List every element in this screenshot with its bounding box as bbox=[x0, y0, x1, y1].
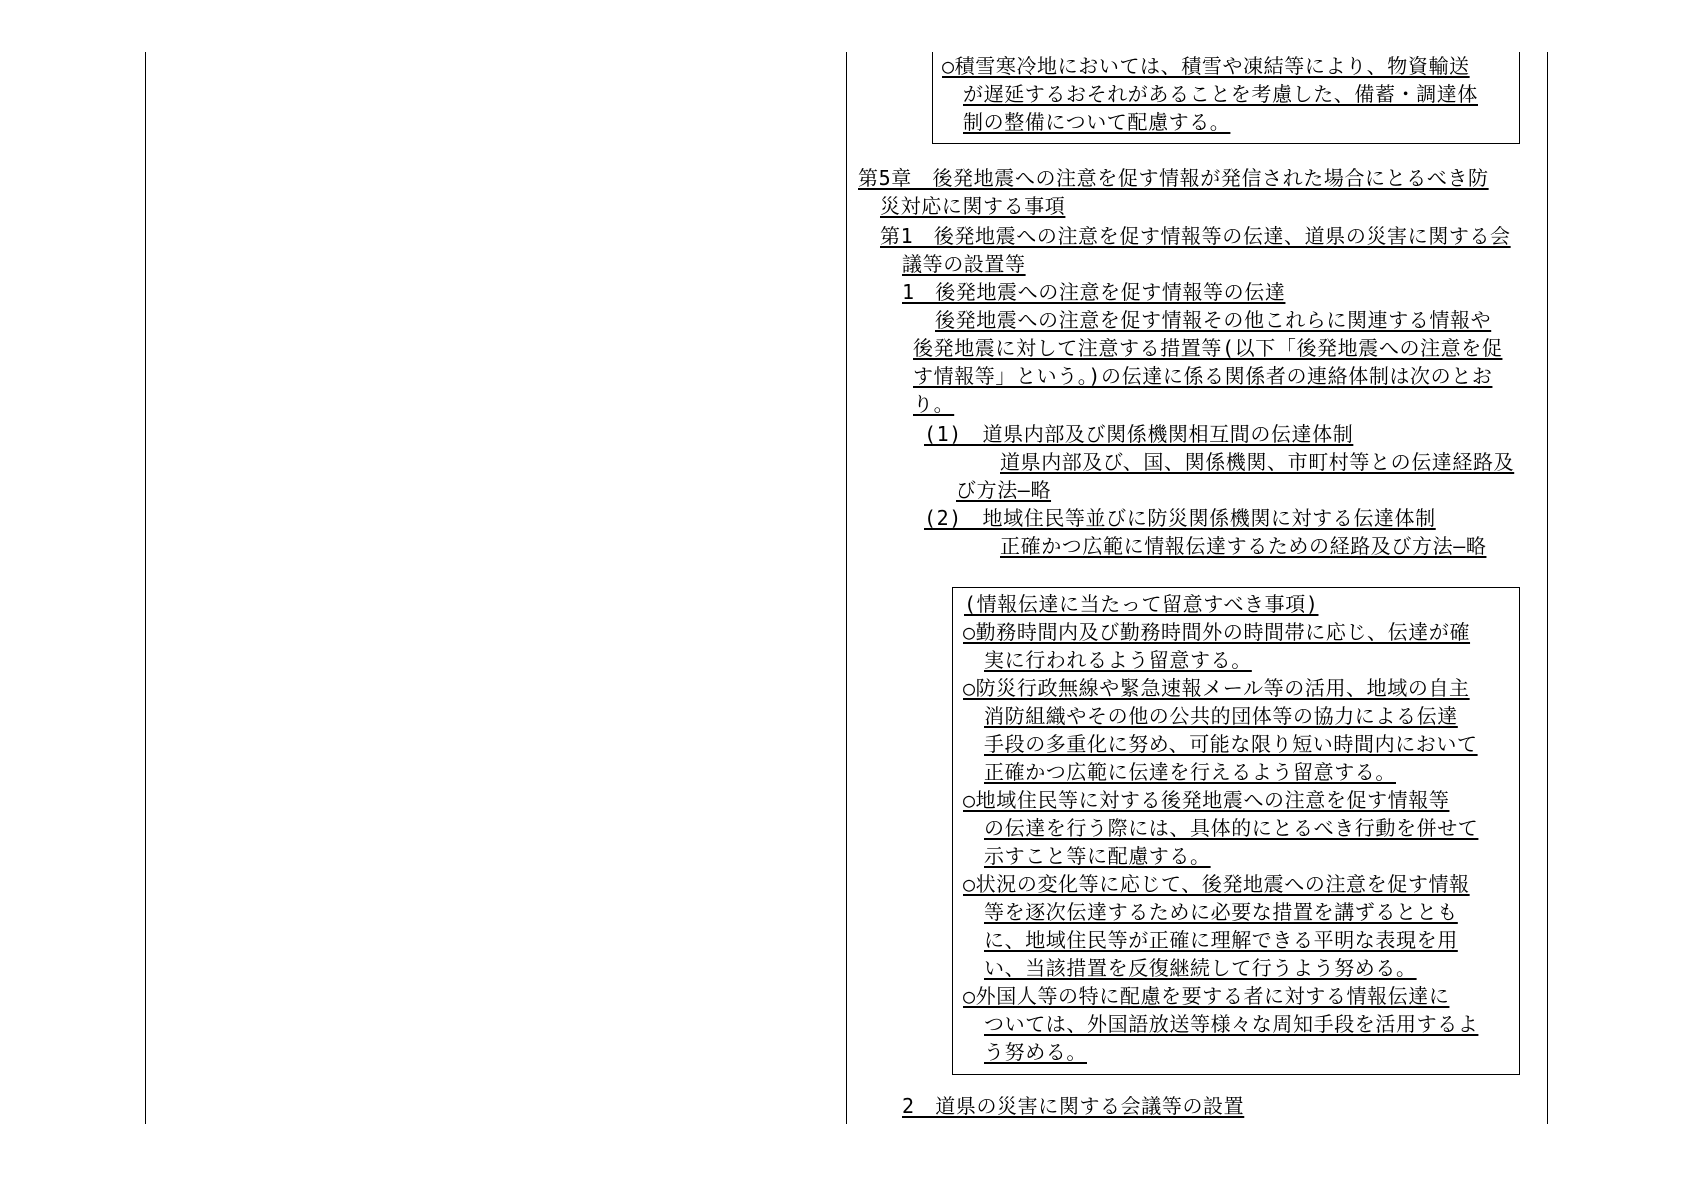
notice-item: ついては、外国語放送等様々な周知手段を活用するよ bbox=[984, 1012, 1479, 1036]
notice-item: 等を逐次伝達するために必要な措置を講ずるととも bbox=[984, 900, 1458, 924]
subitem-body: 正確かつ広範に情報伝達するための経路及び方法―略 bbox=[1000, 534, 1487, 558]
subitem-body: び方法―略 bbox=[956, 478, 1052, 502]
notice-item: ○防災行政無線や緊急速報メール等の活用、地域の自主 bbox=[963, 676, 1470, 700]
item-body: り。 bbox=[913, 392, 955, 416]
notice-item: 実に行われるよう留意する。 bbox=[984, 648, 1252, 672]
top-box-line: が遅延するおそれがあることを考慮した、備蓄・調達体 bbox=[963, 82, 1478, 106]
item-body: す情報等」という。)の伝達に係る関係者の連絡体制は次のとお bbox=[913, 364, 1493, 388]
notice-item: に、地域住民等が正確に理解できる平明な表現を用 bbox=[984, 928, 1458, 952]
chapter-heading: 第5章 後発地震への注意を促す情報が発信された場合にとるべき防 bbox=[858, 166, 1489, 190]
top-box-line: 制の整備について配慮する。 bbox=[963, 110, 1231, 134]
subitem-heading: (2) 地域住民等並びに防災関係機関に対する伝達体制 bbox=[924, 506, 1436, 530]
item-body: 後発地震への注意を促す情報その他これらに関連する情報や bbox=[935, 308, 1492, 332]
notice-item: 正確かつ広範に伝達を行えるよう留意する。 bbox=[984, 760, 1396, 784]
notice-item: 手段の多重化に努め、可能な限り短い時間内において bbox=[984, 732, 1478, 756]
chapter-heading-cont: 災対応に関する事項 bbox=[880, 194, 1066, 218]
notice-item: い、当該措置を反復継続して行うよう努める。 bbox=[984, 956, 1417, 980]
item-heading: 2 道県の災害に関する会議等の設置 bbox=[902, 1094, 1245, 1118]
notice-item: う努める。 bbox=[984, 1040, 1087, 1064]
section-heading-cont: 議等の設置等 bbox=[902, 252, 1026, 276]
item-body: 後発地震に対して注意する措置等(以下「後発地震への注意を促 bbox=[913, 336, 1503, 360]
notice-item: 消防組織やその他の公共的団体等の協力による伝達 bbox=[984, 704, 1458, 728]
top-box-line: ○積雪寒冷地においては、積雪や凍結等により、物資輸送 bbox=[942, 54, 1470, 78]
notice-item: ○地域住民等に対する後発地震への注意を促す情報等 bbox=[963, 788, 1450, 812]
notice-item: の伝達を行う際には、具体的にとるべき行動を併せて bbox=[984, 816, 1479, 840]
notice-item: ○外国人等の特に配慮を要する者に対する情報伝達に bbox=[963, 984, 1450, 1008]
notice-item: 示すこと等に配慮する。 bbox=[984, 844, 1211, 868]
item-heading: 1 後発地震への注意を促す情報等の伝達 bbox=[902, 280, 1286, 304]
subitem-body: 道県内部及び、国、関係機関、市町村等との伝達経路及 bbox=[1000, 450, 1515, 474]
right-column-rule bbox=[1547, 52, 1548, 1124]
right-column bbox=[846, 52, 1546, 1124]
subitem-heading: (1) 道県内部及び関係機関相互間の伝達体制 bbox=[924, 422, 1354, 446]
notice-item: ○状況の変化等に応じて、後発地震への注意を促す情報 bbox=[963, 872, 1470, 896]
section-heading: 第1 後発地震への注意を促す情報等の伝達、道県の災害に関する会 bbox=[880, 224, 1511, 248]
left-column-rule bbox=[145, 52, 146, 1124]
notice-box-title: (情報伝達に当たって留意すべき事項) bbox=[964, 592, 1319, 616]
notice-item: ○勤務時間内及び勤務時間外の時間帯に応じ、伝達が確 bbox=[963, 620, 1471, 644]
